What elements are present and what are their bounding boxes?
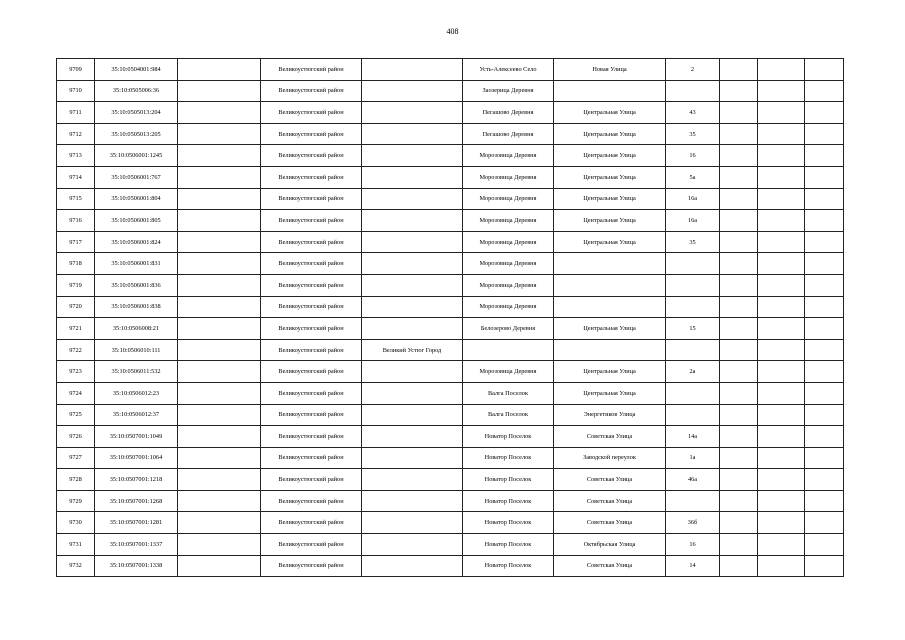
cadastral-number-cell: 35:10:0506001:805 bbox=[95, 210, 178, 232]
table-row bbox=[57, 166, 844, 188]
settlement-cell: Морозовица Деревня bbox=[463, 274, 554, 296]
row-number-cell: 9710 bbox=[57, 80, 95, 102]
row-number-cell: 9726 bbox=[57, 426, 95, 448]
house-number-cell: 43 bbox=[666, 102, 720, 124]
table-row bbox=[57, 296, 844, 318]
house-number-cell: 35 bbox=[666, 231, 720, 253]
table-row bbox=[57, 555, 844, 577]
empty-cell bbox=[805, 404, 844, 426]
settlement-cell: Новатор Поселок bbox=[463, 534, 554, 556]
city-cell bbox=[362, 555, 463, 577]
empty-cell bbox=[805, 253, 844, 275]
row-number-cell: 9719 bbox=[57, 274, 95, 296]
empty-cell bbox=[720, 231, 758, 253]
table-row bbox=[57, 80, 844, 102]
city-cell bbox=[362, 145, 463, 167]
district-cell: Великоустюгский район bbox=[261, 426, 362, 448]
empty-cell bbox=[805, 59, 844, 81]
city-cell bbox=[362, 382, 463, 404]
street-cell bbox=[554, 339, 666, 361]
empty-cell bbox=[178, 512, 261, 534]
table-row bbox=[57, 404, 844, 426]
empty-cell bbox=[758, 188, 805, 210]
empty-cell bbox=[805, 361, 844, 383]
table-row bbox=[57, 339, 844, 361]
empty-cell bbox=[758, 123, 805, 145]
district-cell: Великоустюгский район bbox=[261, 555, 362, 577]
city-cell bbox=[362, 404, 463, 426]
empty-cell bbox=[720, 59, 758, 81]
street-cell: Центральная Улица bbox=[554, 210, 666, 232]
house-number-cell: 16а bbox=[666, 188, 720, 210]
empty-cell bbox=[805, 188, 844, 210]
empty-cell bbox=[178, 469, 261, 491]
cadastral-number-cell: 35:10:0506001:836 bbox=[95, 274, 178, 296]
street-cell: Центральная Улица bbox=[554, 102, 666, 124]
settlement-cell: Новатор Поселок bbox=[463, 447, 554, 469]
row-number-cell: 9715 bbox=[57, 188, 95, 210]
settlement-cell: Новатор Поселок bbox=[463, 555, 554, 577]
empty-cell bbox=[758, 102, 805, 124]
table-row bbox=[57, 512, 844, 534]
district-cell: Великоустюгский район bbox=[261, 534, 362, 556]
empty-cell bbox=[805, 426, 844, 448]
city-cell bbox=[362, 490, 463, 512]
district-cell: Великоустюгский район bbox=[261, 59, 362, 81]
empty-cell bbox=[178, 166, 261, 188]
city-cell bbox=[362, 231, 463, 253]
house-number-cell: 35 bbox=[666, 123, 720, 145]
street-cell: Советская Улица bbox=[554, 555, 666, 577]
city-cell bbox=[362, 426, 463, 448]
cadastral-number-cell: 35:10:0506001:831 bbox=[95, 253, 178, 275]
district-cell: Великоустюгский район bbox=[261, 188, 362, 210]
empty-cell bbox=[758, 512, 805, 534]
cadastral-number-cell: 35:10:0506012:37 bbox=[95, 404, 178, 426]
settlement-cell: Новатор Поселок bbox=[463, 490, 554, 512]
settlement-cell: Пегашово Деревня bbox=[463, 102, 554, 124]
city-cell bbox=[362, 123, 463, 145]
empty-cell bbox=[178, 145, 261, 167]
empty-cell bbox=[720, 296, 758, 318]
empty-cell bbox=[758, 145, 805, 167]
settlement-cell: Новатор Поселок bbox=[463, 426, 554, 448]
empty-cell bbox=[805, 318, 844, 340]
empty-cell bbox=[758, 318, 805, 340]
city-cell bbox=[362, 102, 463, 124]
row-number-cell: 9724 bbox=[57, 382, 95, 404]
row-number-cell: 9713 bbox=[57, 145, 95, 167]
street-cell: Центральная Улица bbox=[554, 123, 666, 145]
city-cell bbox=[362, 447, 463, 469]
district-cell: Великоустюгский район bbox=[261, 102, 362, 124]
settlement-cell: Валга Поселок bbox=[463, 382, 554, 404]
district-cell: Великоустюгский район bbox=[261, 123, 362, 145]
empty-cell bbox=[758, 59, 805, 81]
cadastral-number-cell: 35:10:0507001:1281 bbox=[95, 512, 178, 534]
registry-table bbox=[56, 58, 844, 577]
page-number: 408 bbox=[446, 27, 459, 36]
house-number-cell: 15 bbox=[666, 318, 720, 340]
empty-cell bbox=[805, 231, 844, 253]
table-row bbox=[57, 188, 844, 210]
house-number-cell bbox=[666, 253, 720, 275]
house-number-cell: 2а bbox=[666, 361, 720, 383]
table-row bbox=[57, 447, 844, 469]
street-cell bbox=[554, 253, 666, 275]
cadastral-number-cell: 35:10:0507001:1338 bbox=[95, 555, 178, 577]
empty-cell bbox=[805, 555, 844, 577]
row-number-cell: 9732 bbox=[57, 555, 95, 577]
empty-cell bbox=[720, 102, 758, 124]
cadastral-number-cell: 35:10:0507001:1049 bbox=[95, 426, 178, 448]
row-number-cell: 9721 bbox=[57, 318, 95, 340]
street-cell: Октябрьская Улица bbox=[554, 534, 666, 556]
empty-cell bbox=[178, 80, 261, 102]
empty-cell bbox=[178, 274, 261, 296]
empty-cell bbox=[178, 318, 261, 340]
street-cell: Энергетиков Улица bbox=[554, 404, 666, 426]
table-row bbox=[57, 123, 844, 145]
empty-cell bbox=[178, 426, 261, 448]
table-row bbox=[57, 253, 844, 275]
row-number-cell: 9729 bbox=[57, 490, 95, 512]
empty-cell bbox=[805, 80, 844, 102]
district-cell: Великоустюгский район bbox=[261, 318, 362, 340]
table-row bbox=[57, 59, 844, 81]
empty-cell bbox=[758, 210, 805, 232]
table-row bbox=[57, 426, 844, 448]
district-cell: Великоустюгский район bbox=[261, 253, 362, 275]
empty-cell bbox=[720, 210, 758, 232]
table-row bbox=[57, 382, 844, 404]
house-number-cell: 16 bbox=[666, 145, 720, 167]
house-number-cell bbox=[666, 274, 720, 296]
city-cell bbox=[362, 469, 463, 491]
district-cell: Великоустюгский район bbox=[261, 210, 362, 232]
empty-cell bbox=[720, 555, 758, 577]
district-cell: Великоустюгский район bbox=[261, 166, 362, 188]
settlement-cell bbox=[463, 339, 554, 361]
district-cell: Великоустюгский район bbox=[261, 361, 362, 383]
settlement-cell: Пегашово Деревня bbox=[463, 123, 554, 145]
empty-cell bbox=[178, 253, 261, 275]
district-cell: Великоустюгский район bbox=[261, 382, 362, 404]
table-row bbox=[57, 210, 844, 232]
empty-cell bbox=[720, 404, 758, 426]
settlement-cell: Морозовица Деревня bbox=[463, 166, 554, 188]
empty-cell bbox=[758, 253, 805, 275]
row-number-cell: 9725 bbox=[57, 404, 95, 426]
street-cell bbox=[554, 296, 666, 318]
row-number-cell: 9709 bbox=[57, 59, 95, 81]
district-cell: Великоустюгский район bbox=[261, 145, 362, 167]
row-number-cell: 9727 bbox=[57, 447, 95, 469]
district-cell: Великоустюгский район bbox=[261, 512, 362, 534]
house-number-cell bbox=[666, 490, 720, 512]
settlement-cell: Заозерица Деревня bbox=[463, 80, 554, 102]
empty-cell bbox=[758, 296, 805, 318]
empty-cell bbox=[720, 382, 758, 404]
empty-cell bbox=[178, 210, 261, 232]
empty-cell bbox=[720, 318, 758, 340]
row-number-cell: 9731 bbox=[57, 534, 95, 556]
empty-cell bbox=[720, 188, 758, 210]
cadastral-number-cell: 35:10:0506011:532 bbox=[95, 361, 178, 383]
house-number-cell: 14 bbox=[666, 555, 720, 577]
settlement-cell: Новатор Поселок bbox=[463, 512, 554, 534]
cadastral-number-cell: 35:10:0506012:23 bbox=[95, 382, 178, 404]
house-number-cell bbox=[666, 404, 720, 426]
settlement-cell: Морозовица Деревня bbox=[463, 231, 554, 253]
row-number-cell: 9730 bbox=[57, 512, 95, 534]
table-row bbox=[57, 274, 844, 296]
row-number-cell: 9722 bbox=[57, 339, 95, 361]
empty-cell bbox=[805, 145, 844, 167]
district-cell: Великоустюгский район bbox=[261, 490, 362, 512]
empty-cell bbox=[178, 339, 261, 361]
row-number-cell: 9723 bbox=[57, 361, 95, 383]
empty-cell bbox=[805, 490, 844, 512]
cadastral-number-cell: 35:10:0506001:838 bbox=[95, 296, 178, 318]
table-row bbox=[57, 534, 844, 556]
street-cell: Советская Улица bbox=[554, 426, 666, 448]
empty-cell bbox=[720, 123, 758, 145]
city-cell bbox=[362, 318, 463, 340]
street-cell: Центральная Улица bbox=[554, 166, 666, 188]
empty-cell bbox=[178, 490, 261, 512]
city-cell bbox=[362, 210, 463, 232]
city-cell bbox=[362, 80, 463, 102]
settlement-cell: Морозовица Деревня bbox=[463, 253, 554, 275]
empty-cell bbox=[758, 490, 805, 512]
row-number-cell: 9728 bbox=[57, 469, 95, 491]
empty-cell bbox=[178, 555, 261, 577]
house-number-cell: 14а bbox=[666, 426, 720, 448]
city-cell: Великий Устюг Город bbox=[362, 339, 463, 361]
district-cell: Великоустюгский район bbox=[261, 80, 362, 102]
empty-cell bbox=[758, 166, 805, 188]
street-cell: Центральная Улица bbox=[554, 382, 666, 404]
cadastral-number-cell: 35:10:0505013:204 bbox=[95, 102, 178, 124]
empty-cell bbox=[758, 555, 805, 577]
row-number-cell: 9714 bbox=[57, 166, 95, 188]
table-row bbox=[57, 490, 844, 512]
city-cell bbox=[362, 534, 463, 556]
table-row bbox=[57, 231, 844, 253]
street-cell bbox=[554, 274, 666, 296]
empty-cell bbox=[178, 447, 261, 469]
street-cell: Центральная Улица bbox=[554, 231, 666, 253]
empty-cell bbox=[720, 490, 758, 512]
cadastral-number-cell: 35:10:0506001:804 bbox=[95, 188, 178, 210]
empty-cell bbox=[758, 426, 805, 448]
city-cell bbox=[362, 59, 463, 81]
empty-cell bbox=[805, 339, 844, 361]
empty-cell bbox=[178, 404, 261, 426]
empty-cell bbox=[720, 166, 758, 188]
table-row bbox=[57, 361, 844, 383]
street-cell: Центральная Улица bbox=[554, 188, 666, 210]
empty-cell bbox=[805, 102, 844, 124]
cadastral-number-cell: 35:10:0504001:984 bbox=[95, 59, 178, 81]
empty-cell bbox=[758, 469, 805, 491]
cadastral-number-cell: 35:10:0505013:205 bbox=[95, 123, 178, 145]
row-number-cell: 9720 bbox=[57, 296, 95, 318]
row-number-cell: 9711 bbox=[57, 102, 95, 124]
house-number-cell bbox=[666, 80, 720, 102]
settlement-cell: Морозовица Деревня bbox=[463, 188, 554, 210]
empty-cell bbox=[805, 166, 844, 188]
empty-cell bbox=[178, 382, 261, 404]
district-cell: Великоустюгский район bbox=[261, 231, 362, 253]
empty-cell bbox=[720, 469, 758, 491]
empty-cell bbox=[758, 339, 805, 361]
cadastral-number-cell: 35:10:0507001:1218 bbox=[95, 469, 178, 491]
house-number-cell bbox=[666, 339, 720, 361]
house-number-cell: 16 bbox=[666, 534, 720, 556]
empty-cell bbox=[805, 469, 844, 491]
empty-cell bbox=[178, 361, 261, 383]
empty-cell bbox=[720, 339, 758, 361]
empty-cell bbox=[720, 534, 758, 556]
empty-cell bbox=[178, 59, 261, 81]
empty-cell bbox=[720, 512, 758, 534]
empty-cell bbox=[720, 426, 758, 448]
city-cell bbox=[362, 253, 463, 275]
empty-cell bbox=[178, 296, 261, 318]
empty-cell bbox=[178, 231, 261, 253]
cadastral-number-cell: 35:10:0506008:21 bbox=[95, 318, 178, 340]
street-cell: Советская Улица bbox=[554, 469, 666, 491]
empty-cell bbox=[758, 404, 805, 426]
street-cell: Центральная Улица bbox=[554, 145, 666, 167]
empty-cell bbox=[758, 534, 805, 556]
city-cell bbox=[362, 274, 463, 296]
district-cell: Великоустюгский район bbox=[261, 339, 362, 361]
house-number-cell: 1а bbox=[666, 447, 720, 469]
house-number-cell bbox=[666, 382, 720, 404]
empty-cell bbox=[758, 80, 805, 102]
empty-cell bbox=[805, 296, 844, 318]
empty-cell bbox=[758, 382, 805, 404]
city-cell bbox=[362, 296, 463, 318]
cadastral-number-cell: 35:10:0507001:1337 bbox=[95, 534, 178, 556]
empty-cell bbox=[720, 274, 758, 296]
empty-cell bbox=[805, 274, 844, 296]
house-number-cell: 36б bbox=[666, 512, 720, 534]
cadastral-number-cell: 35:10:0506001:824 bbox=[95, 231, 178, 253]
district-cell: Великоустюгский район bbox=[261, 296, 362, 318]
empty-cell bbox=[720, 447, 758, 469]
empty-cell bbox=[805, 512, 844, 534]
empty-cell bbox=[178, 123, 261, 145]
city-cell bbox=[362, 361, 463, 383]
settlement-cell: Морозовица Деревня bbox=[463, 145, 554, 167]
cadastral-number-cell: 35:10:0506010:111 bbox=[95, 339, 178, 361]
house-number-cell: 16а bbox=[666, 210, 720, 232]
city-cell bbox=[362, 166, 463, 188]
empty-cell bbox=[758, 447, 805, 469]
settlement-cell: Белозерово Деревня bbox=[463, 318, 554, 340]
empty-cell bbox=[720, 80, 758, 102]
cadastral-number-cell: 35:10:0505006:36 bbox=[95, 80, 178, 102]
cadastral-number-cell: 35:10:0506001:1245 bbox=[95, 145, 178, 167]
table-row bbox=[57, 145, 844, 167]
street-cell: Советская Улица bbox=[554, 512, 666, 534]
empty-cell bbox=[805, 447, 844, 469]
table-row bbox=[57, 469, 844, 491]
empty-cell bbox=[178, 188, 261, 210]
table-row bbox=[57, 318, 844, 340]
city-cell bbox=[362, 512, 463, 534]
row-number-cell: 9717 bbox=[57, 231, 95, 253]
cadastral-number-cell: 35:10:0507001:1064 bbox=[95, 447, 178, 469]
settlement-cell: Валга Поселок bbox=[463, 404, 554, 426]
house-number-cell: 2 bbox=[666, 59, 720, 81]
empty-cell bbox=[720, 361, 758, 383]
row-number-cell: 9712 bbox=[57, 123, 95, 145]
house-number-cell bbox=[666, 296, 720, 318]
table-row bbox=[57, 102, 844, 124]
empty-cell bbox=[805, 123, 844, 145]
empty-cell bbox=[178, 534, 261, 556]
house-number-cell: 46а bbox=[666, 469, 720, 491]
street-cell: Заводской переулок bbox=[554, 447, 666, 469]
district-cell: Великоустюгский район bbox=[261, 447, 362, 469]
empty-cell bbox=[720, 253, 758, 275]
empty-cell bbox=[758, 274, 805, 296]
empty-cell bbox=[178, 102, 261, 124]
empty-cell bbox=[758, 231, 805, 253]
street-cell: Центральная Улица bbox=[554, 318, 666, 340]
street-cell: Центральная Улица bbox=[554, 361, 666, 383]
cadastral-number-cell: 35:10:0506001:767 bbox=[95, 166, 178, 188]
empty-cell bbox=[805, 210, 844, 232]
empty-cell bbox=[805, 534, 844, 556]
empty-cell bbox=[720, 145, 758, 167]
settlement-cell: Усть-Алексеево Село bbox=[463, 59, 554, 81]
city-cell bbox=[362, 188, 463, 210]
empty-cell bbox=[758, 361, 805, 383]
settlement-cell: Новатор Поселок bbox=[463, 469, 554, 491]
settlement-cell: Морозовица Деревня bbox=[463, 361, 554, 383]
empty-cell bbox=[805, 382, 844, 404]
district-cell: Великоустюгский район bbox=[261, 469, 362, 491]
street-cell: Советская Улица bbox=[554, 490, 666, 512]
settlement-cell: Морозовица Деревня bbox=[463, 296, 554, 318]
street-cell bbox=[554, 80, 666, 102]
cadastral-number-cell: 35:10:0507001:1268 bbox=[95, 490, 178, 512]
row-number-cell: 9718 bbox=[57, 253, 95, 275]
street-cell: Новая Улица bbox=[554, 59, 666, 81]
house-number-cell: 5а bbox=[666, 166, 720, 188]
settlement-cell: Морозовица Деревня bbox=[463, 210, 554, 232]
district-cell: Великоустюгский район bbox=[261, 274, 362, 296]
district-cell: Великоустюгский район bbox=[261, 404, 362, 426]
row-number-cell: 9716 bbox=[57, 210, 95, 232]
